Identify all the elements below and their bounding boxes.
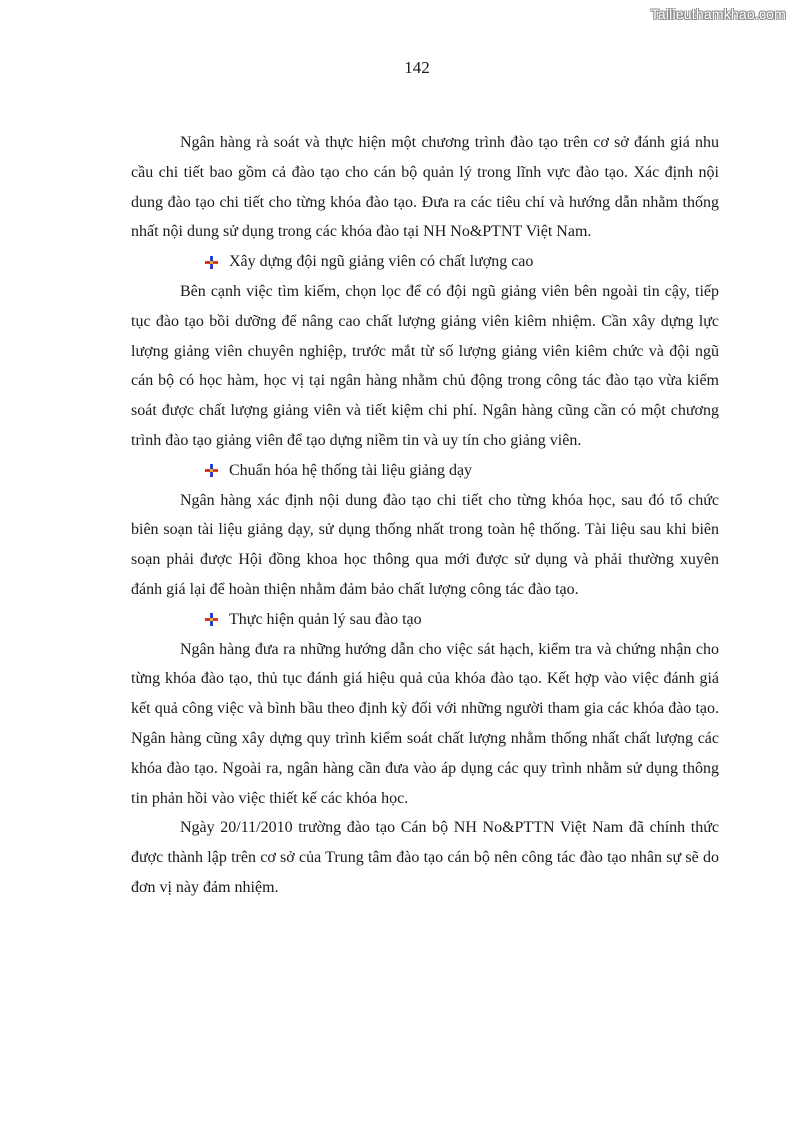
four-point-star-bullet-icon [204, 612, 219, 627]
bullet-heading-lecturers [204, 247, 719, 277]
paragraph-lecturers: Bên cạnh việc tìm kiếm, chọn lọc để có đội ngũ giảng viên bên ngoài tin cậy, tiếp tục đào tạo bồi dưỡng để nâng cao chất lượng giảng viên kiêm nhiệm. Cần xây dựng lực lượng giảng viên chuyên nghiệp, trước mắt từ số lượng giảng viên kiêm chức và đội ngũ cán bộ có học hàm, học vị tại ngân hàng nhằm chủ động trong công tác đào tạo vừa kiểm soát được chất lượng giảng viên và tiết kiệm chi phí. Ngân hàng cũng cần có một chương trình đào tạo giảng viên để tạo dựng niềm tin và uy tín cho giảng viên. [131, 282, 719, 449]
bullet-heading-materials [204, 456, 719, 486]
watermark-text: Tailieuthamkhao.com [650, 6, 786, 22]
paragraph-materials: Ngân hàng xác định nội dung đào tạo chi tiết cho từng khóa học, sau đó tổ chức biên soạn tài liệu giảng dạy, sử dụng thống nhất trong toàn hệ thống. Tài liệu sau khi biên soạn phải được Hội đồng khoa học thông qua mới được sử dụng và phải thường xuyên đánh giá lại để hoàn thiện nhằm đảm bảo chất lượng công tác đào tạo. [131, 491, 719, 598]
bullet-heading-text: Thực hiện quản lý sau đào tạo [229, 610, 422, 628]
four-point-star-bullet-icon [204, 463, 219, 478]
bullet-heading-post-training [204, 605, 719, 635]
paragraph-post-training: Ngân hàng đưa ra những hướng dẫn cho việc sát hạch, kiểm tra và chứng nhận cho từng khóa đào tạo, thủ tục đánh giá hiệu quả của khóa đào tạo. Kết hợp vào việc đánh giá kết quả công việc và bình bầu theo định kỳ đối với những người tham gia các khóa đào tạo. Ngân hàng cũng xây dựng quy trình kiểm soát chất lượng nhằm thống nhất chất lượng các khóa đào tạo. Ngoài ra, ngân hàng cần đưa vào áp dụng các quy trình nhằm sử dụng thông tin phản hồi vào việc thiết kế các khóa học. [131, 640, 719, 807]
bullet-heading-text: Xây dựng đội ngũ giảng viên có chất lượng cao [229, 253, 534, 271]
page-number: 142 [404, 58, 430, 77]
paragraph-training-program: Ngân hàng rà soát và thực hiện một chương trình đào tạo trên cơ sở đánh giá nhu cầu chi tiết bao gồm cả đào tạo cho cán bộ quản lý trong lĩnh vực đào tạo. Xác định nội dung đào tạo chi tiết cho từng khóa đào tạo. Đưa ra các tiêu chí và hướng dẫn nhằm thống nhất nội dung sử dụng trong các khóa đào tại NH No&PTNT Việt Nam. [131, 134, 719, 241]
paragraph-school-founding: Ngày 20/11/2010 trường đào tạo Cán bộ NH No&PTTN Việt Nam đã chính thức được thành lập trên cơ sở của Trung tâm đào tạo cán bộ nên công tác đào tạo nhân sự sẽ do đơn vị này đảm nhiệm. [131, 819, 719, 896]
bullet-heading-text: Chuẩn hóa hệ thống tài liệu giảng dạy [229, 461, 473, 479]
document-body [131, 128, 719, 903]
four-point-star-bullet-icon [204, 255, 219, 270]
